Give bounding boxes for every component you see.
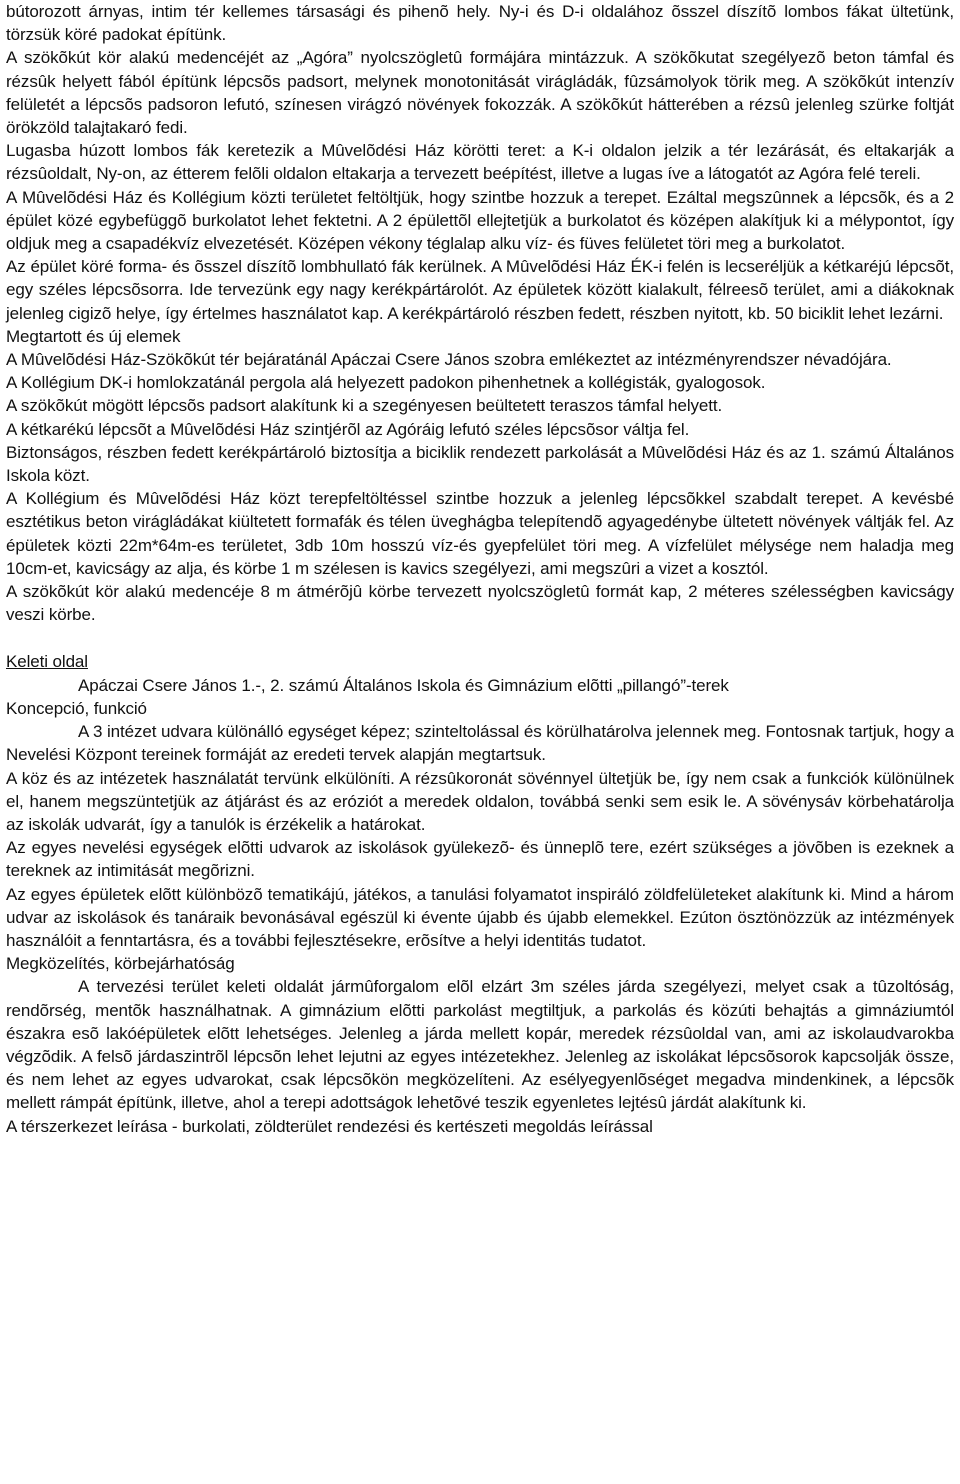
paragraph-pergola: A Kollégium DK-i homlokzatánál pergola alá helyezett padokon pihenhetnek a kollégisták, gyalogosok. [6, 373, 766, 393]
paragraph-apaczai-szobor: A Mûvelõdési Ház-Szökõkút tér bejáratánál Apáczai Csere János szobra emlékeztet az intézményrendszer névadójára. [6, 350, 892, 370]
paragraph-kerekpartarolo: Biztonságos, részben fedett kerékpártároló biztosítja a biciklik rendezett parkolását a Mûvelõdési Ház és az 1. számú Általános Iskola közt. [6, 442, 954, 486]
paragraph-keleti-jarda: A tervezési terület keleti oldalát jármûforgalom elõl elzárt 3m széles járda szegélyezi, melyet csak a tûzoltóság, rendõrség, mentõk használhatnak. A gimnázium elõtti parkolást megtiltjuk, a parkolás és közúti behajtás a gimnáziumtól északra esõ lakóépületek elõtt lehetséges. Jelenleg a járda mellett kopár, meredek rézsûoldal van, ami az iskolaudvarokba végzõdik. A felsõ járdaszintrõl lépcsõn lehet lejutni az egyes intézetekhez. Jelenleg az iskolákat lépcsõsorok kapcsolják össze, és nem lehet az egyes udvarokat, csak lépcsõkön megközelíteni. Az esélyegyenlõséget megadva mindenkinek, a lépcsõk mellett rámpát építünk, illetve, ahol a terepi adottságok lehetõvé teszik egyenletes lejtésû járdát alakítunk ki. [6, 977, 954, 1113]
subheading-pillango-terek: Apáczai Csere János 1.-, 2. számú Általános Iskola és Gimnázium elõtti „pillangó”-terek [78, 675, 729, 695]
heading-megkozelites: Megközelítés, körbejárhatóság [6, 954, 235, 974]
paragraph-intim-ter: bútorozott árnyas, intim tér kellemes társasági és pihenõ hely. Ny-i és D-i oldalához õsszel díszítõ lombos fákat ültetünk, törzsük köré padokat építünk. [6, 2, 954, 45]
paragraph-tematikus-zoldfelulet: Az egyes épületek elõtt különbözõ tematikájú, játékos, a tanulási folyamatot inspiráló zöldfelületeket alakítunk ki. Mind a három udvar az iskolások és tanáraik bevonásával egészül ki évente újabb és újabb elemekkel. Ezúton ösztönözzük az intézmények használóit a fenntartásra, és a további fejlesztésekre, erõsítve a helyi identitás tudatot. [6, 884, 954, 950]
paragraph-kollegium-terulet: A Mûvelõdési Ház és Kollégium közti területet feltöltjük, hogy szintbe hozzuk a terepet. Ezáltal megszûnnek a lépcsõk, és a 2 épület közé egybefüggõ burkolatot lehet fektetni. A 2 épülettõl ellejtetjük a burkolatot és középen alakítjuk ki a mélypontot, így oldjuk meg a csapadékvíz elvezetését. Középen vékony téglalap alku víz- és füves felületet töri meg a burkolatot. [6, 187, 954, 254]
paragraph-terepfeltoltes: A Kollégium és Mûvelõdési Ház közt terepfeltöltéssel szintbe hozzuk a jelenleg lépcsõkkel szabdalt terepet. A kevésbé esztétikus beton virágládákat kiültetett formafák és télen üveghágba telepítendõ agyagedénybe ültetett növények váltják fel. Az épületek közti 22m*64m-es területet, 3db 10m hosszú víz-és gyepfelület töri meg. A vízfelület mélysége nem haladja meg 10cm-et, kavicságy az alja, és körbe 1 m szélesen is kavics szegélyezi, ami megszûri a vizet a kosztól. [6, 489, 954, 578]
paragraph-lepcsos-padsor: A szökõkút mögött lépcsõs padsort alakítunk ki a szegényesen beültetett teraszos támfal helyett. [6, 396, 723, 416]
heading-terszerkezet: A térszerkezet leírása - burkolati, zöldterület rendezési és kertészeti megoldás leírással [6, 1116, 653, 1136]
paragraph-lugas: Lugasba húzott lombos fák keretezik a Mûvelõdési Ház körötti teret: a K-i oldalon jelzik a tér lezárását, és eltakarják a rézsûoldalt, Ny-on, az étterem felõli oldalon eltakarja a tervezett beépítést, illetve a lugas íve a látogatót az Agóra felé tereli. [6, 141, 954, 184]
paragraph-szokokut-medence: A szökõkút kör alakú medencéjét az „Agóra” nyolcszögletû formájára mintázzuk. A szökõkutat szegélyezõ beton támfal és rézsûk helyett fából építünk lépcsõs padsort, melynek monotonitását virágládák, fûzsámolyok törik meg. A szökõkút intenzív felületét a lépcsõs padsoron lefutó, színesen virágzó növények fokozzák. A szökõkút hátterében a rézsû jelenleg szürke foltját örökzöld talajtakaró fedi. [6, 48, 954, 138]
heading-keleti-oldal: Keleti oldal [6, 652, 88, 672]
paragraph-nyolcszogletu-forma: A szökõkút kör alakú medencéje 8 m átmérõjû körbe tervezett nyolcszögletû formát kap, 2 méteres szélességben kavicságy veszi körbe. [6, 582, 954, 625]
paragraph-ketkareju-lepcso: A kétkarékú lépcsõt a Mûvelõdési Ház szintjérõl az Agóráig lefutó széles lépcsõsor váltja fel. [6, 419, 690, 439]
paragraph-harom-intezet: A 3 intézet udvara különálló egységet képez; szinteltolással és körülhatárolva jelennek meg. Fontosnak tartjuk, hogy a Nevelési Központ tereinek formáját az eredeti tervek alapján megtartsuk. [6, 722, 954, 765]
paragraph-nevelesi-egysegek: Az egyes nevelési egységek elõtti udvarok az iskolások gyülekezõ- és ünneplõ tere, ezért szükséges a jövõben is ezeknek a tereknek az intimitását megõrizni. [6, 838, 954, 881]
paragraph-koz-intezetek: A köz és az intézetek használatát tervünk elkülöníti. A rézsûkoronát sövénnyel ültetjük be, így nem csak a funkciók különülnek el, hanem megszüntetjük az átjárást és az eróziót a meredek oldalon, továbbá senki sem esik le. A sövénysáv körbehatárolja az iskolák udvarát, így a tanulók is érzékelik a határokat. [6, 768, 954, 834]
heading-koncepcio-funkcio: Koncepció, funkció [6, 698, 147, 718]
heading-megtartott-uj-elemek: Megtartott és új elemek [6, 326, 181, 346]
paragraph-lombhullato-fak: Az épület köré forma- és õsszel díszítõ lombhullató fák kerülnek. A Mûvelõdési Ház ÉK-i felén is lecseréljük a kétkaréjú lépcsõt, egy széles lépcsõsorra. Ide tervezünk egy nagy kerékpártárolót. Az épületek között kialakult, félreesõ terület, ami a diákoknak jelenleg cigizõ helye, így értelmes használatot kap. A kerékpártároló részben fedett, részben nyitott, kb. 50 biciklit lehet lezárni. [6, 257, 954, 323]
blank-line [6, 626, 954, 650]
